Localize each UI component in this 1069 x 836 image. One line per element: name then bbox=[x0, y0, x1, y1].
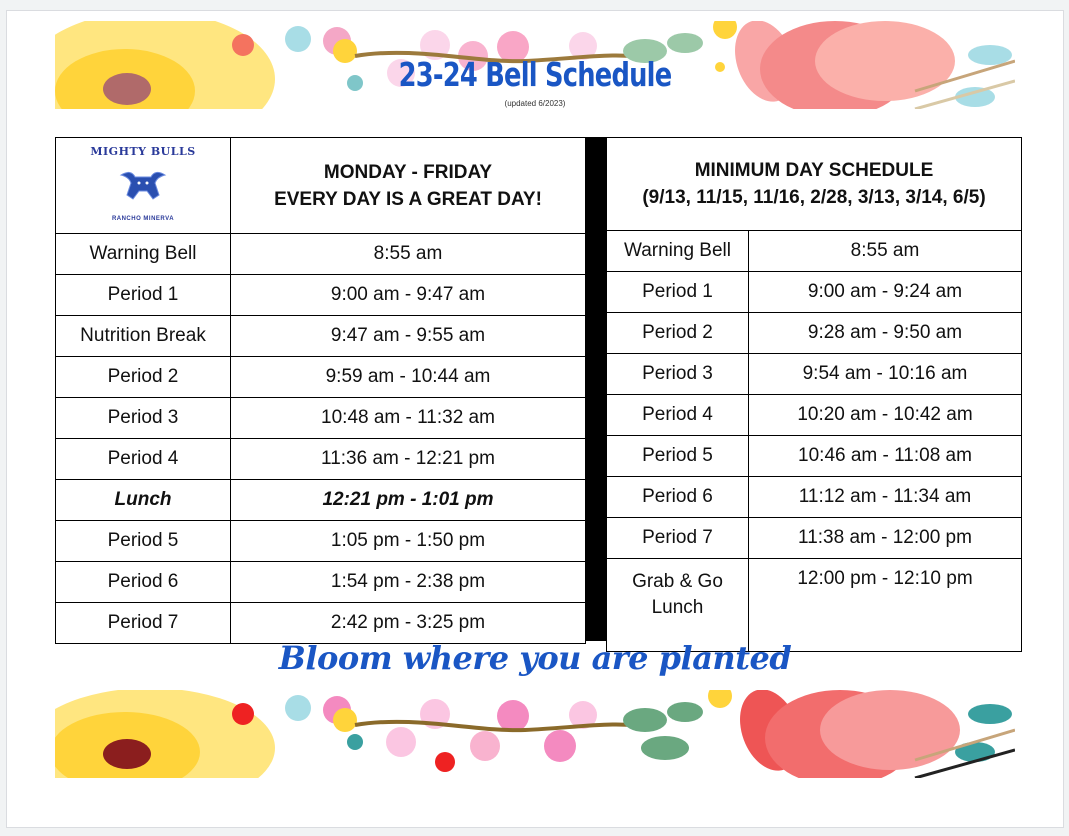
table-row bbox=[607, 477, 1022, 518]
heading-line-2: (9/13, 11/15, 11/16, 2/28, 3/13, 3/14, 6/5) bbox=[642, 187, 986, 208]
period-label: Period 1 bbox=[607, 272, 749, 313]
period-time: 12:00 pm - 12:10 pm bbox=[749, 559, 1022, 652]
table-divider bbox=[585, 137, 606, 641]
table-row bbox=[56, 439, 586, 480]
period-time: 9:54 am - 10:16 am bbox=[749, 354, 1022, 395]
period-label: Period 2 bbox=[607, 313, 749, 354]
table-row bbox=[607, 559, 1022, 652]
floral-banner-bottom bbox=[55, 690, 1015, 778]
table-row bbox=[607, 354, 1022, 395]
regular-schedule-heading bbox=[231, 138, 586, 234]
updated-note: (updated 6/2023) bbox=[504, 99, 566, 108]
period-time: 9:00 am - 9:24 am bbox=[749, 272, 1022, 313]
heading-line-2: EVERY DAY IS A GREAT DAY! bbox=[274, 188, 542, 210]
period-label: Period 4 bbox=[56, 439, 231, 480]
logo-bottom-text: RANCHO MINERVA bbox=[111, 216, 175, 222]
school-logo bbox=[56, 138, 230, 233]
period-label: Warning Bell bbox=[56, 234, 231, 275]
table-row bbox=[56, 275, 586, 316]
table-row bbox=[56, 521, 586, 562]
period-time: 9:59 am - 10:44 am bbox=[231, 357, 586, 398]
logo-cell bbox=[56, 138, 231, 234]
period-time: 11:38 am - 12:00 pm bbox=[749, 518, 1022, 559]
page-title: 23-24 Bell Schedule bbox=[398, 55, 672, 94]
table-row bbox=[56, 316, 586, 357]
document-page bbox=[6, 10, 1064, 828]
table-row bbox=[56, 234, 586, 275]
period-time: 9:28 am - 9:50 am bbox=[749, 313, 1022, 354]
period-label: Warning Bell bbox=[607, 231, 749, 272]
table-row bbox=[607, 395, 1022, 436]
lunch-row bbox=[56, 480, 586, 521]
heading-line-1: MONDAY - FRIDAY bbox=[323, 161, 493, 183]
period-label: Period 2 bbox=[56, 357, 231, 398]
table-header-row bbox=[607, 138, 1022, 231]
period-time: 10:46 am - 11:08 am bbox=[749, 436, 1022, 477]
period-label: Period 7 bbox=[56, 603, 231, 644]
period-time: 2:42 pm - 3:25 pm bbox=[231, 603, 586, 644]
period-time: 11:36 am - 12:21 pm bbox=[231, 439, 586, 480]
period-label: Grab & Go Lunch bbox=[607, 559, 749, 652]
period-label: Period 3 bbox=[56, 398, 231, 439]
period-label: Period 1 bbox=[56, 275, 231, 316]
table-row bbox=[56, 398, 586, 439]
table-row bbox=[56, 562, 586, 603]
period-time: 9:47 am - 9:55 am bbox=[231, 316, 586, 357]
motto: Bloom where you are planted bbox=[278, 639, 792, 677]
period-time: 10:48 am - 11:32 am bbox=[231, 398, 586, 439]
table-row bbox=[607, 518, 1022, 559]
period-label: Period 3 bbox=[607, 354, 749, 395]
period-time: 10:20 am - 10:42 am bbox=[749, 395, 1022, 436]
minimum-day-heading bbox=[607, 138, 1022, 231]
period-label: Period 4 bbox=[607, 395, 749, 436]
period-time: 9:00 am - 9:47 am bbox=[231, 275, 586, 316]
period-time: 1:54 pm - 2:38 pm bbox=[231, 562, 586, 603]
floral-illustration bbox=[55, 690, 1015, 778]
period-time: 1:05 pm - 1:50 pm bbox=[231, 521, 586, 562]
period-label: Period 6 bbox=[607, 477, 749, 518]
bull-mascot-icon bbox=[113, 165, 173, 205]
logo-top-text: MIGHTY BULLS bbox=[90, 145, 196, 158]
period-label: Period 5 bbox=[607, 436, 749, 477]
table-row bbox=[607, 313, 1022, 354]
period-time: 8:55 am bbox=[231, 234, 586, 275]
period-label: Period 7 bbox=[607, 518, 749, 559]
table-row bbox=[607, 231, 1022, 272]
period-label: Period 5 bbox=[56, 521, 231, 562]
period-time: 8:55 am bbox=[749, 231, 1022, 272]
period-label: Nutrition Break bbox=[56, 316, 231, 357]
period-label: Lunch bbox=[56, 480, 231, 521]
period-time: 12:21 pm - 1:01 pm bbox=[231, 480, 586, 521]
period-label: Period 6 bbox=[56, 562, 231, 603]
table-header-row bbox=[56, 138, 586, 234]
table-row bbox=[56, 603, 586, 644]
table-row bbox=[56, 357, 586, 398]
minimum-day-table bbox=[606, 137, 1022, 652]
table-row bbox=[607, 272, 1022, 313]
heading-line-1: MINIMUM DAY SCHEDULE bbox=[694, 160, 934, 181]
period-time: 11:12 am - 11:34 am bbox=[749, 477, 1022, 518]
table-row bbox=[607, 436, 1022, 477]
regular-schedule-table bbox=[55, 137, 586, 644]
